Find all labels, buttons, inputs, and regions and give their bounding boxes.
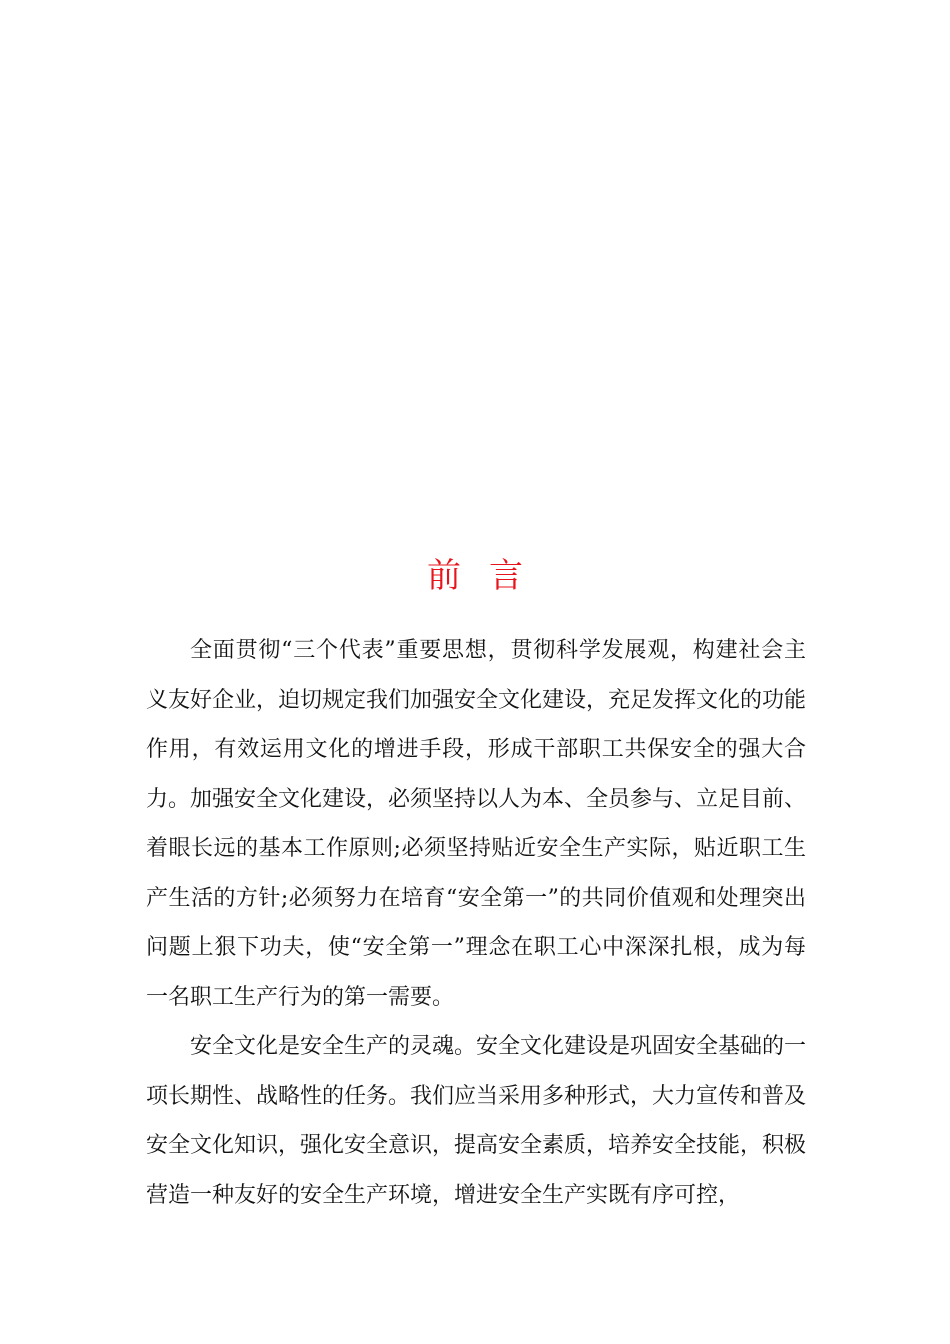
paragraph-1: 全面贯彻“三个代表”重要思想，贯彻科学发展观，构建社会主义友好企业，迫切规定我们加强安全文化建设，充足发挥文化的功能作用，有效运用文化的增进手段，形成干部职工共保安全的强大合力。加强安全文化建设，必须坚持以人为本、全员参与、立足目前、着眼长远的基本工作原则;必须坚持贴近安全生产实际，贴近职工生产生活的方针;必须努力在培育“安全第一”的共同价值观和处理突出问题上狠下功夫，使“安全第一”理念在职工心中深深扎根，成为每一名职工生产行为的第一需要。	[146, 638, 807, 1010]
page-title: 前言	[427, 556, 551, 596]
document-body	[146, 626, 806, 1220]
paragraph-2: 安全文化是安全生产的灵魂。安全文化建设是巩固安全基础的一项长期性、战略性的任务。我们应当采用多种形式，大力宣传和普及安全文化知识，强化安全意识，提高安全素质，培养安全技能，积极营造一种友好的安全生产环境，增进安全生产实既有序可控，	[146, 1034, 807, 1208]
